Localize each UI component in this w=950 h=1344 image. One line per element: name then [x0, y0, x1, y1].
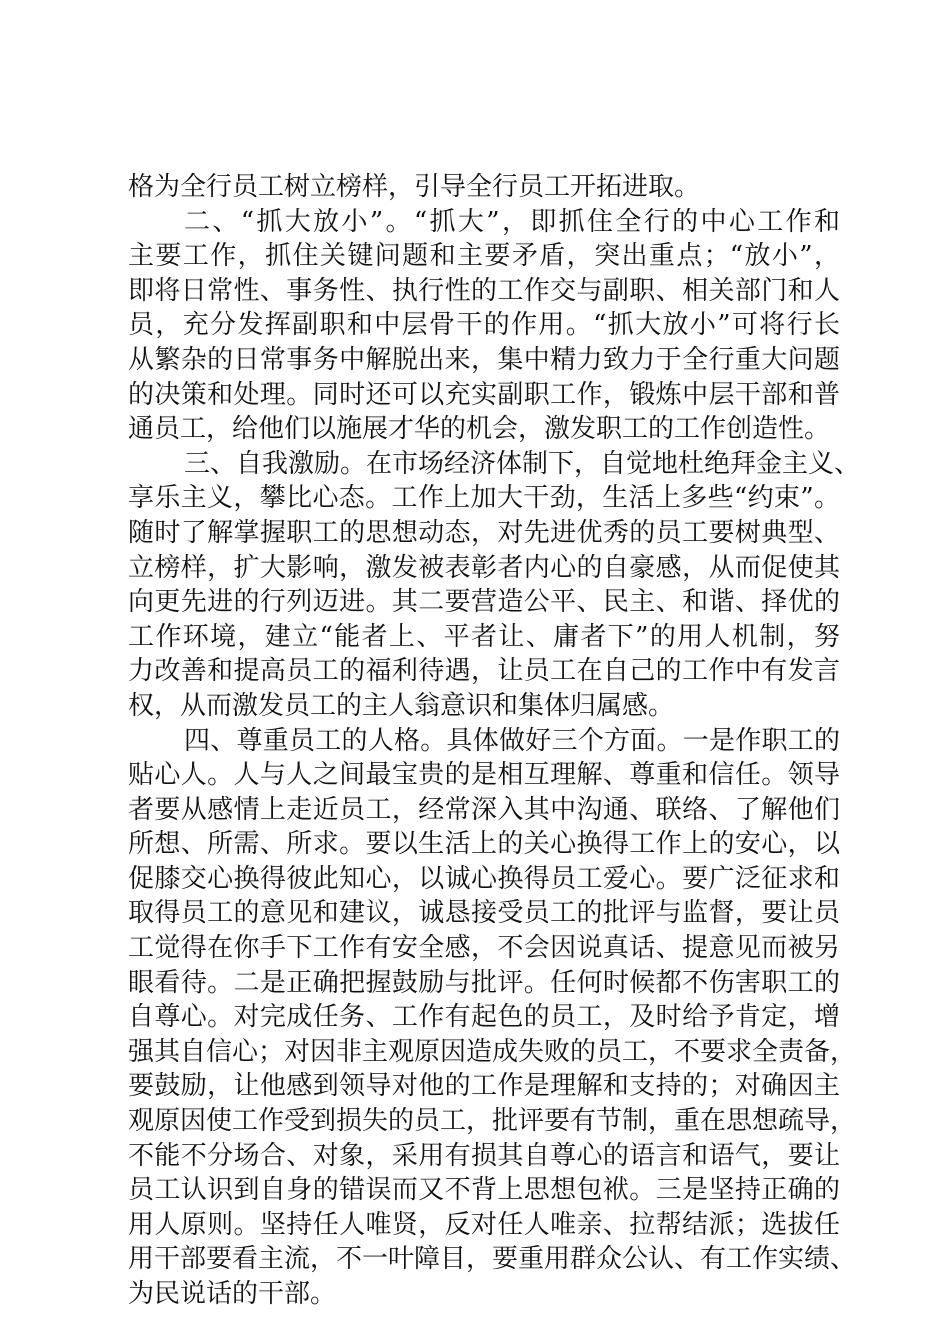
- text-line: 所想、所需、所求。要以生活上的关心换得工作上的安心，以: [128, 829, 840, 860]
- text-line: 随时了解掌握职工的思想动态，对先进优秀的员工要树典型、: [128, 517, 840, 548]
- text-line: 员，充分发挥副职和中层骨干的作用。“抓大放小”可将行长: [128, 310, 840, 341]
- document-body: [128, 170, 861, 1312]
- text-line: 强其自信心；对因非主观原因造成失败的员工，不要求全责备，: [128, 1036, 857, 1067]
- text-line: 要鼓励，让他感到领导对他的工作是理解和支持的；对确因主: [128, 1071, 840, 1102]
- text-line: 权，从而激发员工的主人翁意识和集体归属感。: [128, 690, 675, 721]
- text-line: 员工认识到自身的错误而又不背上思想包袱。三是坚持正确的: [128, 1175, 840, 1206]
- text-line: 工作环境，建立“能者上、平者让、庸者下”的用人机制，努: [128, 621, 840, 652]
- text-line: 即将日常性、事务性、执行性的工作交与副职、相关部门和人: [128, 275, 840, 306]
- text-line: 格为全行员工树立榜样，引导全行员工开拓进取。: [128, 172, 701, 202]
- text-line: 取得员工的意见和建议，诚恳接受员工的批评与监督，要让员: [128, 898, 840, 929]
- text-line: 观原因使工作受到损失的员工，批评要有节制，重在思想疏导，: [128, 1106, 857, 1137]
- paragraph-first-line: 四、尊重员工的人格。具体做好三个方面。一是作职工的: [184, 725, 840, 756]
- text-line: 享乐主义，攀比心态。工作上加大干劲，生活上多些“约束”。: [128, 483, 840, 514]
- paragraph-first-line: 二、“抓大放小”。“抓大”，即抓住全行的中心工作和: [184, 206, 840, 237]
- text-line: 贴心人。人与人之间最宝贵的是相互理解、尊重和信任。领导: [128, 760, 840, 791]
- text-line: 通员工，给他们以施展才华的机会，激发职工的工作创造性。: [128, 414, 831, 445]
- text-line: 向更先进的行列迈进。其二要营造公平、民主、和谐、择优的: [128, 587, 840, 618]
- text-line: 为民说话的干部。: [128, 1279, 337, 1309]
- paragraph-first-line: 三、自我激励。在市场经济体制下，自觉地杜绝拜金主义、: [184, 448, 861, 479]
- text-line: 的决策和处理。同时还可以充实副职工作，锻炼中层干部和普: [128, 379, 840, 410]
- text-line: 工觉得在你手下工作有安全感，不会因说真话、提意见而被另: [128, 933, 840, 964]
- text-line: 促膝交心换得彼此知心，以诚心换得员工爱心。要广泛征求和: [128, 863, 840, 894]
- text-line: 力改善和提高员工的福利待遇，让员工在自己的工作中有发言: [128, 656, 840, 687]
- text-line: 者要从感情上走近员工，经常深入其中沟通、联络、了解他们: [128, 794, 840, 825]
- text-line: 用干部要看主流，不一叶障目，要重用群众公认、有工作实绩、: [128, 1244, 857, 1275]
- text-line: 用人原则。坚持任人唯贤，反对任人唯亲、拉帮结派；选拔任: [128, 1209, 840, 1240]
- text-line: 从繁杂的日常事务中解脱出来，集中精力致力于全行重大问题: [128, 344, 840, 375]
- text-line: 自尊心。对完成任务、工作有起色的员工，及时给予肯定，增: [128, 1002, 840, 1033]
- text-line: 不能不分场合、对象，采用有损其自尊心的语言和语气，要让: [128, 1140, 840, 1171]
- text-line: 主要工作，抓住关键问题和主要矛盾，突出重点；“放小”，: [128, 241, 840, 272]
- text-line: 立榜样，扩大影响，激发被表彰者内心的自豪感，从而促使其: [128, 552, 840, 583]
- text-line: 眼看待。二是正确把握鼓励与批评。任何时候都不伤害职工的: [128, 967, 840, 998]
